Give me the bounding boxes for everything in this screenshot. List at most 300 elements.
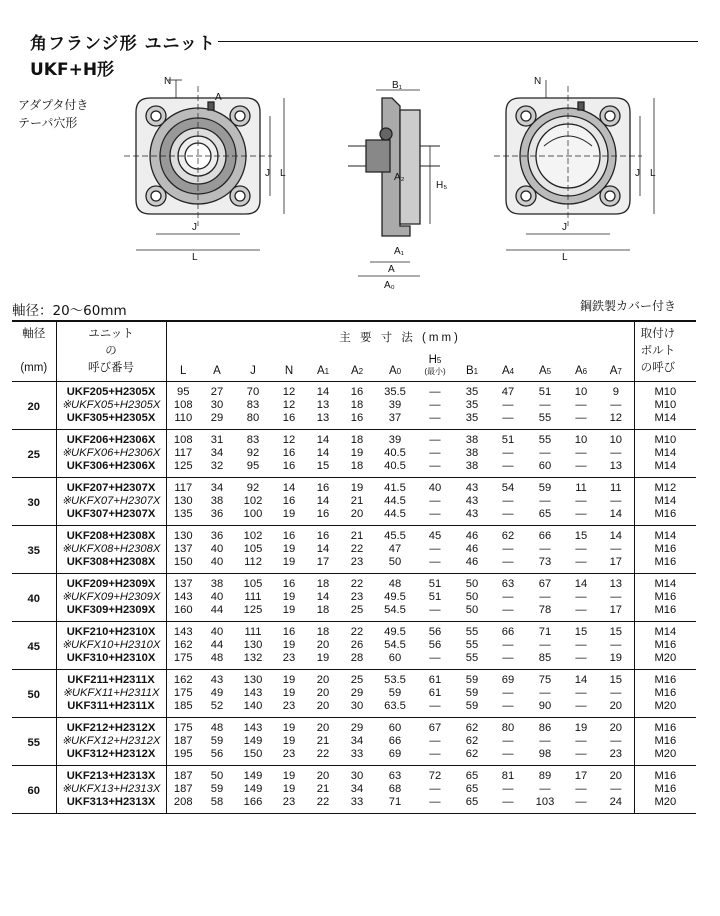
- dim-cell: —: [575, 783, 587, 795]
- dim-cell: —: [610, 495, 622, 507]
- dim-cell: 149: [243, 783, 263, 795]
- dim-cell: 50: [374, 556, 416, 574]
- dim-cell: 16: [282, 626, 296, 638]
- dim-cell: 47: [388, 543, 402, 555]
- dim-cell: 20: [598, 700, 634, 718]
- dim-cell: —: [610, 639, 622, 651]
- dim-cell: 143: [166, 622, 200, 640]
- dim-cell: 187: [166, 766, 200, 784]
- dim-cell: —: [429, 543, 441, 555]
- dim-cell: —: [416, 556, 454, 574]
- col-shaft-dia: 軸径 (mm): [12, 321, 56, 382]
- bolt-cell: M10: [634, 399, 696, 412]
- dim-cell: —: [490, 460, 526, 478]
- unit-number-cell: UKF313+H2313X: [56, 796, 166, 814]
- dim-cell: 15: [609, 626, 623, 638]
- dim-cell: 45.5: [384, 530, 406, 542]
- dim-cell: —: [539, 639, 551, 651]
- dim-cell: 55: [454, 652, 490, 670]
- label-a-top: A: [215, 92, 222, 103]
- dim-cell: —: [416, 508, 454, 526]
- dim-cell: 175: [166, 687, 200, 700]
- shaft-dia-cell: 35: [12, 526, 56, 574]
- shaft-dia-cell: 30: [12, 478, 56, 526]
- dim-cell: 48: [200, 652, 234, 670]
- dim-cell: 34: [350, 735, 364, 747]
- col-A4: A4: [490, 351, 526, 381]
- label-l-cover-side: L: [650, 168, 656, 179]
- table-row: [12, 622, 696, 640]
- unit-number-cell: ※UKFX08+H2308X: [56, 543, 166, 556]
- dim-cell: —: [490, 604, 526, 622]
- dim-cell: 40: [210, 626, 224, 638]
- bolt-cell: M16: [634, 543, 696, 556]
- dim-cell: 47: [501, 386, 515, 398]
- label-a0: A₀: [384, 280, 395, 291]
- dim-cell: —: [490, 796, 526, 814]
- unit-number-cell: UKF211+H2311X: [56, 670, 166, 688]
- dim-cell: 63: [388, 770, 402, 782]
- dim-cell: 149: [243, 770, 263, 782]
- dim-cell: 150: [234, 748, 272, 766]
- dim-cell: 36: [200, 508, 234, 526]
- dim-cell: 55: [465, 626, 479, 638]
- dim-cell: 43: [454, 508, 490, 526]
- dim-cell: 83: [246, 434, 260, 446]
- bolt-cell: M16: [634, 783, 696, 796]
- dim-cell: 67: [428, 722, 442, 734]
- dim-cell: 125: [234, 604, 272, 622]
- label-a2: A₂: [394, 172, 405, 183]
- bolt-cell: M20: [634, 748, 696, 766]
- spec-table: [12, 320, 696, 814]
- table-row: [12, 766, 696, 784]
- dim-cell: —: [610, 735, 622, 747]
- dim-cell: 19: [272, 604, 306, 622]
- unit-number-cell: UKF308+H2308X: [56, 556, 166, 574]
- unit-number-cell: UKF305+H2305X: [56, 412, 166, 430]
- dim-cell: 62: [454, 748, 490, 766]
- col-A0: A0: [374, 351, 416, 381]
- dim-cell: 86: [538, 722, 552, 734]
- table-row: [12, 556, 696, 574]
- table-row: [12, 508, 696, 526]
- dim-cell: —: [416, 700, 454, 718]
- dim-cell: 150: [166, 556, 200, 574]
- dim-cell: 20: [306, 700, 340, 718]
- dim-cell: 22: [306, 796, 340, 814]
- front-view-drawing: [124, 80, 284, 250]
- dim-cell: 63: [501, 578, 515, 590]
- unit-number-cell: ※UKFX07+H2307X: [56, 495, 166, 508]
- dim-cell: 20: [316, 687, 330, 699]
- dim-cell: —: [502, 591, 514, 603]
- dim-cell: 50: [210, 770, 224, 782]
- dim-cell: —: [564, 748, 598, 766]
- dim-cell: 17: [306, 556, 340, 574]
- bolt-cell: M14: [634, 447, 696, 460]
- bolt-cell: M10: [634, 382, 696, 400]
- label-j-side: J: [265, 168, 270, 179]
- dim-cell: 55: [526, 412, 564, 430]
- dim-cell: —: [502, 687, 514, 699]
- dim-cell: 22: [350, 543, 364, 555]
- table-row: [12, 687, 696, 700]
- dim-cell: 38: [210, 495, 224, 507]
- dim-cell: 16: [340, 412, 374, 430]
- dim-cell: 38: [465, 447, 479, 459]
- dim-cell: 15: [609, 674, 623, 686]
- shaft-dia-cell: 50: [12, 670, 56, 718]
- dim-cell: 54: [501, 482, 515, 494]
- dim-cell: 90: [526, 700, 564, 718]
- dim-cell: —: [429, 447, 441, 459]
- dim-cell: 38: [465, 434, 479, 446]
- dim-cell: 195: [166, 748, 200, 766]
- dim-cell: 13: [306, 412, 340, 430]
- dim-cell: 143: [243, 687, 263, 699]
- dim-cell: 16: [272, 460, 306, 478]
- dim-cell: 36: [210, 530, 224, 542]
- dim-cell: 62: [465, 722, 479, 734]
- dim-cell: 53.5: [384, 674, 406, 686]
- dim-cell: 27: [210, 386, 224, 398]
- dim-cell: —: [575, 399, 587, 411]
- dim-cell: 19: [282, 770, 296, 782]
- dim-cell: 130: [166, 526, 200, 544]
- bolt-cell: M14: [634, 460, 696, 478]
- dim-cell: 67: [538, 578, 552, 590]
- dim-cell: 62: [465, 735, 479, 747]
- dim-cell: 66: [501, 626, 515, 638]
- table-header: [12, 321, 696, 382]
- dim-cell: 137: [166, 543, 200, 556]
- dim-cell: 55: [538, 434, 552, 446]
- dim-cell: 59: [210, 783, 224, 795]
- dim-cell: 166: [234, 796, 272, 814]
- label-h5: H₅: [436, 180, 448, 191]
- bolt-cell: M14: [634, 526, 696, 544]
- col-J: J: [234, 351, 272, 381]
- dim-cell: —: [490, 652, 526, 670]
- dim-cell: 29: [350, 687, 364, 699]
- dim-cell: 11: [575, 482, 587, 494]
- dim-cell: 103: [526, 796, 564, 814]
- dim-cell: —: [610, 591, 622, 603]
- dim-cell: —: [564, 604, 598, 622]
- dim-cell: 16: [282, 495, 296, 507]
- unit-number-cell: UKF207+H2307X: [56, 478, 166, 496]
- dim-cell: 12: [598, 412, 634, 430]
- dim-cell: 108: [166, 430, 200, 448]
- dim-cell: 16: [316, 482, 330, 494]
- dim-cell: 110: [166, 412, 200, 430]
- col-A: A: [200, 351, 234, 381]
- page-title: 角フランジ形 ユニット: [30, 34, 216, 54]
- dim-cell: 19: [350, 482, 364, 494]
- dim-cell: 40: [428, 482, 442, 494]
- dim-cell: 45: [428, 530, 442, 542]
- dim-cell: —: [416, 460, 454, 478]
- table-row: [12, 748, 696, 766]
- dim-cell: 68: [388, 783, 402, 795]
- unit-number-cell: UKF205+H2305X: [56, 382, 166, 400]
- dim-cell: 14: [598, 508, 634, 526]
- dim-cell: 51: [538, 386, 552, 398]
- dim-cell: 32: [200, 460, 234, 478]
- dim-cell: 58: [200, 796, 234, 814]
- dim-cell: —: [575, 687, 587, 699]
- dim-cell: 40.5: [374, 460, 416, 478]
- dim-cell: 187: [166, 735, 200, 748]
- dim-cell: 13: [598, 460, 634, 478]
- dim-cell: 46: [465, 530, 479, 542]
- dim-cell: —: [490, 412, 526, 430]
- dim-cell: 50: [454, 604, 490, 622]
- dim-cell: 44: [200, 604, 234, 622]
- dim-cell: 23: [272, 748, 306, 766]
- dim-cell: 162: [166, 639, 200, 652]
- dim-cell: 52: [200, 700, 234, 718]
- dim-cell: 23: [340, 556, 374, 574]
- dim-cell: —: [502, 783, 514, 795]
- dim-cell: 21: [316, 735, 330, 747]
- dim-cell: —: [429, 783, 441, 795]
- col-B1: B1: [454, 351, 490, 381]
- bolt-cell: M16: [634, 735, 696, 748]
- dim-cell: 23: [598, 748, 634, 766]
- dim-cell: 85: [526, 652, 564, 670]
- dim-cell: 49.5: [384, 626, 406, 638]
- dim-cell: —: [502, 399, 514, 411]
- table-row: [12, 604, 696, 622]
- dim-cell: 29: [350, 722, 364, 734]
- unit-number-cell: UKF208+H2308X: [56, 526, 166, 544]
- dim-cell: 56: [428, 626, 442, 638]
- dim-cell: 49.5: [384, 591, 406, 603]
- table-row: [12, 652, 696, 670]
- dim-cell: —: [416, 412, 454, 430]
- dim-cell: 10: [574, 434, 588, 446]
- unit-number-cell: UKF312+H2312X: [56, 748, 166, 766]
- dim-cell: 59: [210, 735, 224, 747]
- dim-cell: 28: [340, 652, 374, 670]
- dim-cell: 34: [210, 482, 224, 494]
- shaft-dia-cell: 20: [12, 382, 56, 430]
- dim-cell: 44.5: [374, 508, 416, 526]
- table-row: [12, 591, 696, 604]
- dim-cell: 16: [282, 447, 296, 459]
- dim-cell: 80: [234, 412, 272, 430]
- dim-cell: 19: [282, 687, 296, 699]
- dim-cell: 44: [210, 639, 224, 651]
- dim-cell: 16: [272, 412, 306, 430]
- dim-cell: 22: [306, 748, 340, 766]
- dim-cell: 65: [454, 796, 490, 814]
- dim-cell: 14: [316, 543, 330, 555]
- dim-cell: 30: [350, 770, 364, 782]
- dim-cell: —: [610, 543, 622, 555]
- col-N: N: [272, 351, 306, 381]
- dim-cell: —: [539, 735, 551, 747]
- dim-cell: 19: [574, 722, 588, 734]
- col-A1: A1: [306, 351, 340, 381]
- col-A5: A5: [526, 351, 564, 381]
- dim-cell: 19: [282, 591, 296, 603]
- dim-cell: 65: [465, 783, 479, 795]
- title-rule: [218, 41, 698, 42]
- dim-cell: 130: [243, 674, 263, 686]
- label-a-section: A: [388, 264, 395, 275]
- dim-cell: 38: [210, 578, 224, 590]
- bolt-cell: M16: [634, 556, 696, 574]
- bolt-cell: M16: [634, 718, 696, 736]
- dim-cell: —: [502, 543, 514, 555]
- dim-cell: 24: [598, 796, 634, 814]
- dim-cell: 54.5: [374, 604, 416, 622]
- dim-cell: —: [490, 748, 526, 766]
- dim-cell: 112: [234, 556, 272, 574]
- dim-cell: —: [564, 508, 598, 526]
- dim-cell: —: [490, 508, 526, 526]
- table-row: [12, 670, 696, 688]
- dim-cell: 29: [200, 412, 234, 430]
- col-unit-number: ユニット の 呼び番号: [56, 321, 166, 382]
- dim-cell: —: [575, 735, 587, 747]
- dim-cell: 51: [428, 578, 442, 590]
- technical-drawings: [120, 76, 700, 296]
- dim-cell: 56: [200, 748, 234, 766]
- table-row: [12, 460, 696, 478]
- dim-cell: 59: [538, 482, 552, 494]
- dim-cell: 71: [374, 796, 416, 814]
- col-L: L: [166, 351, 200, 381]
- unit-number-cell: ※UKFX05+H2305X: [56, 399, 166, 412]
- dim-cell: 15: [574, 530, 588, 542]
- col-bolt: 取付け ボルト の呼び: [634, 321, 696, 382]
- label-n-front: N: [164, 76, 172, 87]
- dim-cell: 18: [350, 399, 364, 411]
- feature-line-1: アダプタ付き: [18, 98, 89, 112]
- dim-cell: 43: [465, 495, 479, 507]
- dim-cell: 162: [166, 670, 200, 688]
- dim-cell: 70: [246, 386, 260, 398]
- dim-cell: —: [429, 495, 441, 507]
- dim-cell: 55: [465, 639, 479, 651]
- dim-cell: 25: [350, 674, 364, 686]
- dim-cell: 14: [316, 386, 330, 398]
- dim-cell: 16: [316, 530, 330, 542]
- dim-cell: 19: [350, 447, 364, 459]
- dim-cell: 111: [244, 626, 262, 638]
- dim-cell: 78: [526, 604, 564, 622]
- dim-cell: —: [416, 652, 454, 670]
- dim-cell: —: [539, 399, 551, 411]
- table-row: [12, 447, 696, 460]
- dim-cell: 20: [316, 674, 330, 686]
- bolt-cell: M12: [634, 478, 696, 496]
- table-row: [12, 430, 696, 448]
- dim-cell: 9: [612, 386, 619, 398]
- dim-cell: 20: [316, 770, 330, 782]
- label-j-cover: J: [562, 222, 567, 233]
- dim-cell: 73: [526, 556, 564, 574]
- dim-cell: 46: [465, 543, 479, 555]
- dim-cell: 137: [166, 574, 200, 592]
- dim-cell: 14: [316, 591, 330, 603]
- dim-cell: 35.5: [384, 386, 406, 398]
- dim-cell: 71: [538, 626, 552, 638]
- unit-number-cell: UKF307+H2307X: [56, 508, 166, 526]
- dim-cell: 61: [428, 674, 442, 686]
- dim-cell: 17: [598, 556, 634, 574]
- bolt-cell: M16: [634, 687, 696, 700]
- dim-cell: 65: [526, 508, 564, 526]
- dim-cell: —: [502, 447, 514, 459]
- dim-cell: 175: [166, 718, 200, 736]
- dim-cell: 80: [501, 722, 515, 734]
- dim-cell: 16: [282, 530, 296, 542]
- dim-cell: 19: [282, 674, 296, 686]
- bolt-cell: M16: [634, 639, 696, 652]
- dim-cell: 81: [501, 770, 515, 782]
- dim-cell: 19: [282, 735, 296, 747]
- bolt-cell: M16: [634, 766, 696, 784]
- dim-cell: 105: [243, 578, 263, 590]
- dim-cell: —: [564, 556, 598, 574]
- dim-cell: 48: [210, 722, 224, 734]
- dim-cell: 18: [316, 626, 330, 638]
- dim-cell: 31: [210, 434, 224, 446]
- dim-cell: —: [610, 783, 622, 795]
- dim-cell: 62: [501, 530, 515, 542]
- dim-cell: —: [502, 639, 514, 651]
- dim-cell: 49: [210, 687, 224, 699]
- dim-cell: 132: [234, 652, 272, 670]
- dim-cell: 60: [526, 460, 564, 478]
- dim-cell: —: [502, 495, 514, 507]
- dim-cell: 20: [316, 722, 330, 734]
- dim-cell: —: [575, 543, 587, 555]
- dim-cell: —: [429, 735, 441, 747]
- dim-cell: —: [490, 700, 526, 718]
- table-row: [12, 526, 696, 544]
- dim-cell: —: [429, 434, 441, 446]
- dim-cell: 19: [282, 639, 296, 651]
- label-l-side: L: [280, 168, 286, 179]
- dim-cell: 23: [272, 796, 306, 814]
- dim-cell: 40: [210, 591, 224, 603]
- dim-cell: 69: [374, 748, 416, 766]
- label-a1: A₁: [394, 246, 405, 257]
- unit-number-cell: ※UKFX06+H2306X: [56, 447, 166, 460]
- dim-cell: 18: [340, 460, 374, 478]
- dim-cell: 20: [316, 639, 330, 651]
- page-subtitle: UKF+H形: [30, 60, 115, 80]
- dim-cell: —: [610, 447, 622, 459]
- dim-cell: 54.5: [384, 639, 406, 651]
- bolt-cell: M16: [634, 604, 696, 622]
- dim-cell: 44.5: [384, 495, 406, 507]
- dim-cell: 18: [306, 604, 340, 622]
- dim-cell: 117: [166, 447, 200, 460]
- bolt-cell: M16: [634, 591, 696, 604]
- dim-cell: 98: [526, 748, 564, 766]
- dim-cell: 175: [166, 652, 200, 670]
- dim-cell: 187: [166, 783, 200, 796]
- dim-cell: —: [490, 556, 526, 574]
- unit-number-cell: UKF210+H2310X: [56, 622, 166, 640]
